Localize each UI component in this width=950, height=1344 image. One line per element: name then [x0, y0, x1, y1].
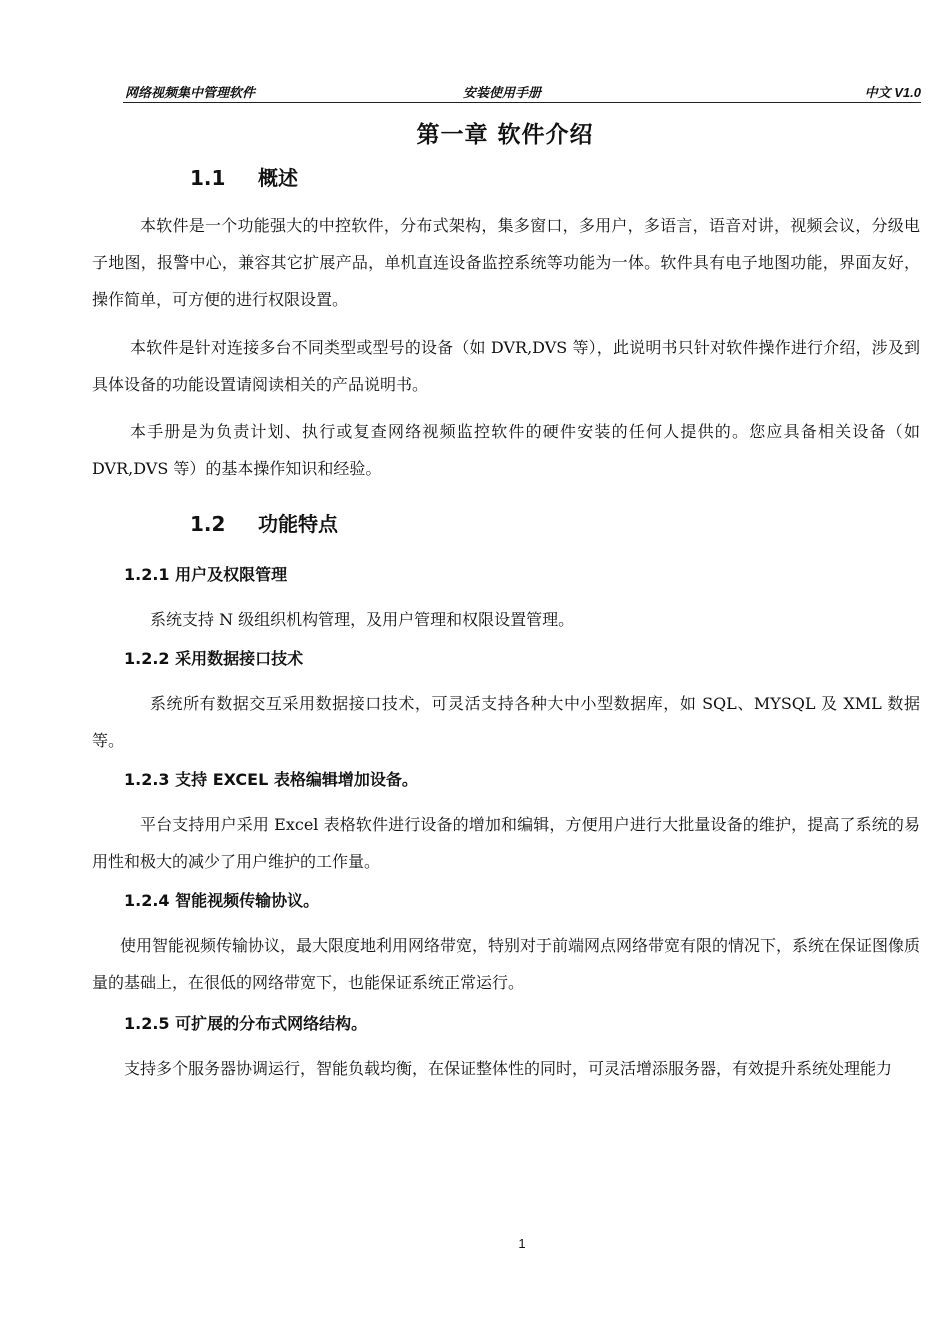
header-product-name: 网络视频集中管理软件 [125, 85, 256, 100]
header-version: 中文 V1.0 [864, 85, 921, 100]
overview-paragraph-2: 本软件是针对连接多台不同类型或型号的设备（如 DVR,DVS 等），此说明书只针对软件操作进行介绍，涉及到具体设备的功能设置请阅读相关的产品说明书。 [92, 338, 920, 394]
subsection-heading-1-2-4: 1.2.4 智能视频传输协议。 [124, 891, 320, 910]
header-manual-title: 安装使用手册 [463, 85, 542, 100]
overview-paragraph-1: 本软件是一个功能强大的中控软件，分布式架构，集多窗口，多用户，多语言，语音对讲，视频会议，分级电子地图，报警中心，兼容其它扩展产品，单机直连设备监控系统等功能为一体。软件具有电子地图功能，界面友好，操作简单，可方便的进行权限设置。 [92, 216, 920, 309]
section-number: 1.2 [190, 512, 226, 536]
subsection-text-1-2-4: 使用智能视频传输协议，最大限度地利用网络带宽，特别对于前端网点网络带宽有限的情况下，系统在保证图像质量的基础上，在很低的网络带宽下，也能保证系统正常运行。 [92, 936, 921, 992]
section-number: 1.1 [190, 166, 226, 190]
subsection-heading-1-2-2: 1.2.2 采用数据接口技术 [124, 649, 304, 668]
subsection-heading-1-2-5: 1.2.5 可扩展的分布式网络结构。 [124, 1014, 368, 1033]
section-title: 功能特点 [258, 512, 338, 536]
section-heading-1-2 [190, 508, 338, 537]
page-number: 1 [518, 1236, 526, 1251]
subsection-text-1-2-5: 支持多个服务器协调运行，智能负载均衡，在保证整体性的同时，可灵活增添服务器，有效提升系统处理能力 [124, 1059, 893, 1078]
section-title: 概述 [258, 166, 298, 190]
subsection-text-1-2-3: 平台支持用户采用 Excel 表格软件进行设备的增加和编辑，方便用户进行大批量设备的维护，提高了系统的易用性和极大的减少了用户维护的工作量。 [92, 815, 920, 871]
subsection-text-1-2-2: 系统所有数据交互采用数据接口技术，可灵活支持各种大中小型数据库，如 SQL、MYSQL 及 XML 数据等。 [92, 694, 920, 750]
subsection-text-1-2-1: 系统支持 N 级组织机构管理，及用户管理和权限设置管理。 [150, 610, 575, 629]
page-header [123, 80, 921, 103]
subsection-heading-1-2-3: 1.2.3 支持 EXCEL 表格编辑增加设备。 [124, 770, 418, 789]
chapter-title: 第一章 软件介绍 [416, 122, 594, 148]
subsection-heading-1-2-1: 1.2.1 用户及权限管理 [124, 565, 288, 584]
section-heading-1-1 [190, 162, 298, 191]
overview-paragraph-3: 本手册是为负责计划、执行或复查网络视频监控软件的硬件安装的任何人提供的。您应具备相关设备（如 DVR,DVS 等）的基本操作知识和经验。 [92, 422, 920, 478]
